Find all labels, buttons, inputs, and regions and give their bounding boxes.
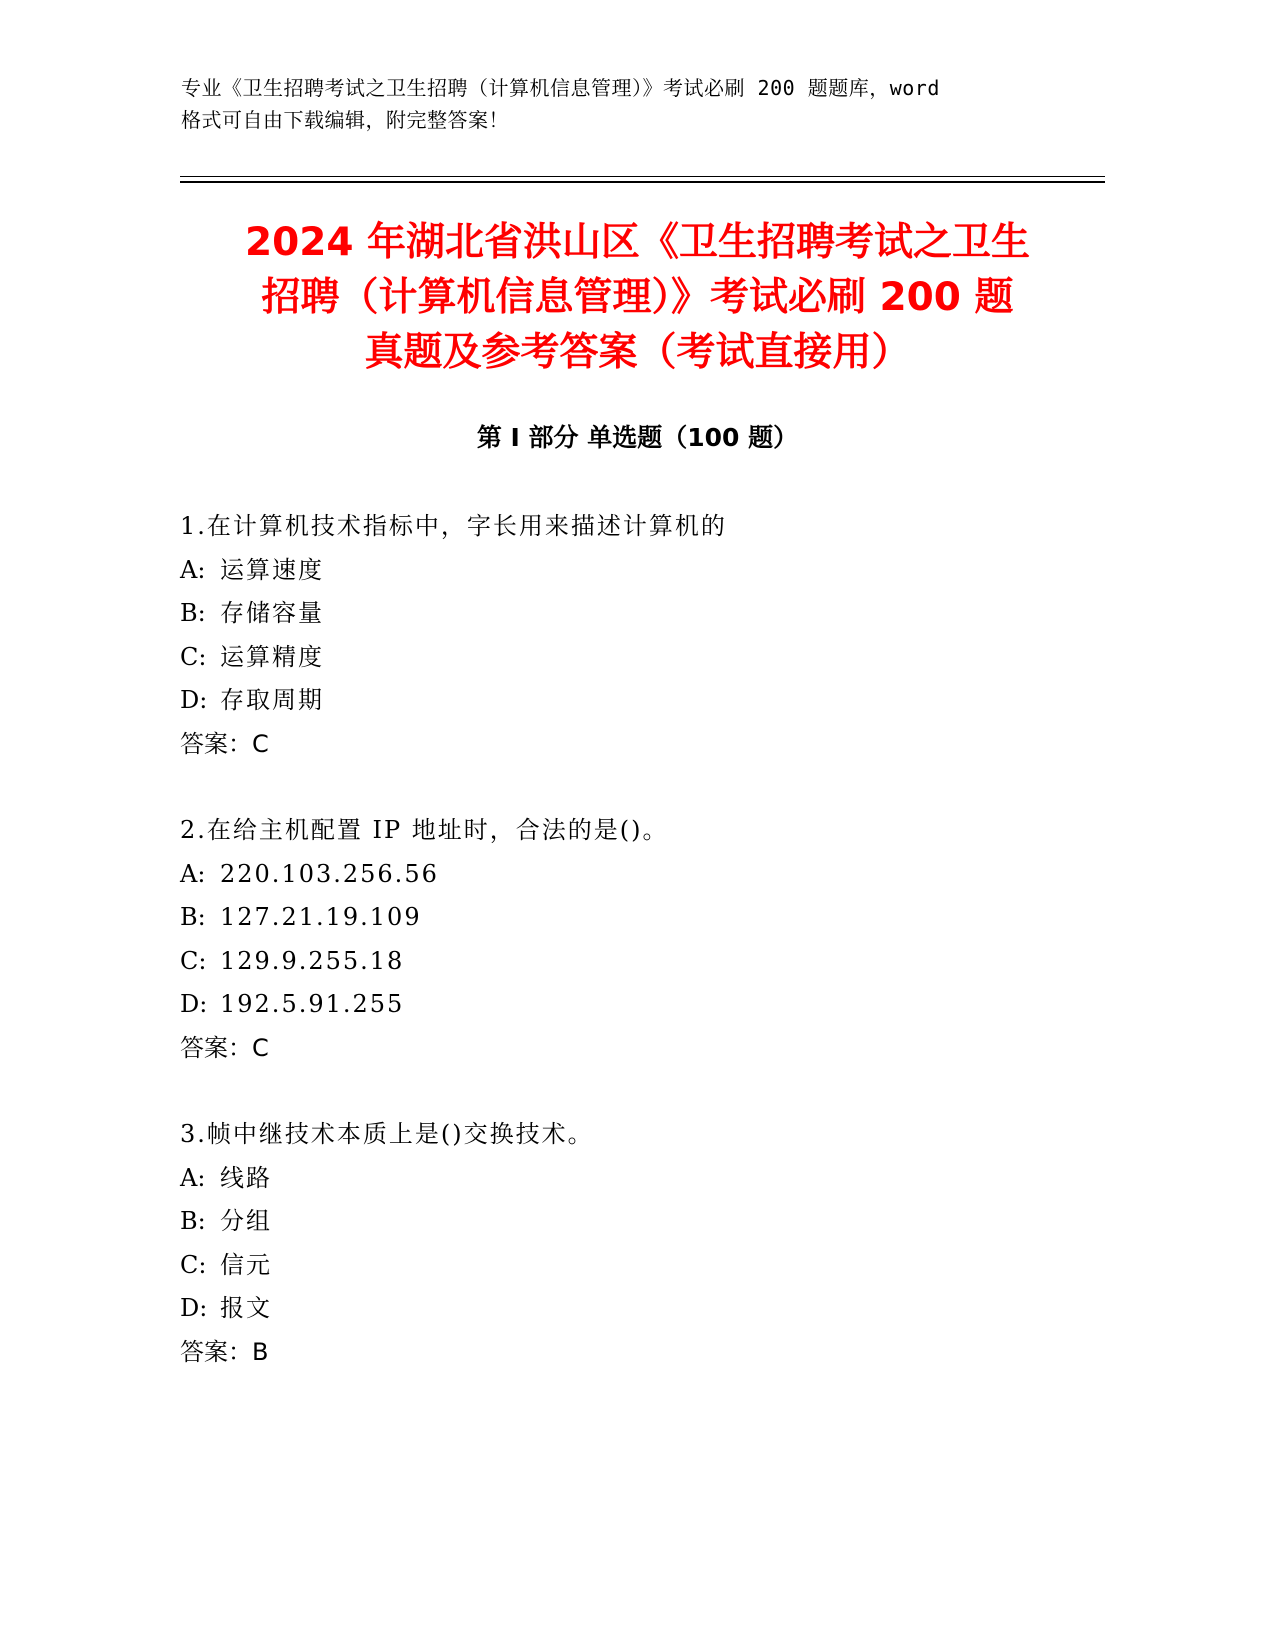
option-d (180, 679, 1080, 723)
question-stem: 3.帧中继技术本质上是()交换技术。 (180, 1120, 594, 1148)
title-line-2: 招聘（计算机信息管理）》考试必刷 200 题 (261, 275, 1014, 320)
option-b (180, 896, 1080, 940)
answer-line: 答案：C (180, 729, 269, 758)
title-line-1: 2024 年湖北省洪山区《卫生招聘考试之卫生 (244, 220, 1031, 265)
option-letter: A: (180, 859, 206, 888)
option-letter: A: (180, 555, 206, 584)
option-b (180, 592, 1080, 636)
option-d (180, 983, 1080, 1027)
option-letter: B: (180, 599, 206, 627)
option-letter: A: (180, 1163, 206, 1192)
answer-line: 答案：B (180, 1337, 269, 1366)
option-letter: D: (180, 686, 208, 714)
option-a (180, 1157, 1080, 1201)
option-text: 运算速度 (220, 555, 324, 584)
option-text: 分组 (220, 1207, 272, 1235)
option-text: 存储容量 (220, 599, 324, 627)
option-a (180, 549, 1080, 593)
document-title (160, 215, 1115, 380)
header-divider-thick (180, 181, 1105, 183)
option-letter: D: (180, 1294, 208, 1322)
option-text: 192.5.91.255 (220, 990, 405, 1018)
option-text: 信元 (220, 1250, 272, 1279)
title-line-3: 真题及参考答案（考试直接用） (364, 330, 911, 375)
question-stem: 1.在计算机技术指标中，字长用来描述计算机的 (180, 512, 727, 540)
section-title: 第 I 部分 单选题（100 题） (476, 423, 799, 452)
question-item (180, 809, 1080, 1070)
option-text: 报文 (220, 1294, 272, 1322)
question-stem: 2.在给主机配置 IP 地址时，合法的是()。 (180, 816, 669, 844)
question-item (180, 1113, 1080, 1374)
option-letter: C: (180, 642, 207, 671)
option-letter: B: (180, 1207, 206, 1235)
header-line-1: 专业《卫生招聘考试之卫生招聘（计算机信息管理）》考试必刷 200 题题库，word (181, 76, 940, 100)
option-text: 127.21.19.109 (220, 903, 422, 931)
option-text: 运算精度 (220, 642, 324, 671)
option-d (180, 1287, 1080, 1331)
option-letter: C: (180, 946, 207, 975)
document-header (181, 72, 1061, 136)
question-item (180, 505, 1080, 766)
header-divider-thin (180, 176, 1105, 177)
option-text: 220.103.256.56 (220, 859, 439, 888)
option-a (180, 853, 1080, 897)
header-line-2: 格式可自由下载编辑，附完整答案！ (181, 108, 509, 132)
option-text: 129.9.255.18 (220, 946, 405, 975)
option-text: 线路 (220, 1163, 272, 1192)
answer-line: 答案：C (180, 1033, 269, 1062)
option-letter: B: (180, 903, 206, 931)
option-c (180, 940, 1080, 984)
question-list (180, 505, 1080, 1417)
option-letter: D: (180, 990, 208, 1018)
option-c (180, 636, 1080, 680)
option-letter: C: (180, 1250, 207, 1279)
option-b (180, 1200, 1080, 1244)
option-text: 存取周期 (220, 686, 324, 714)
option-c (180, 1244, 1080, 1288)
